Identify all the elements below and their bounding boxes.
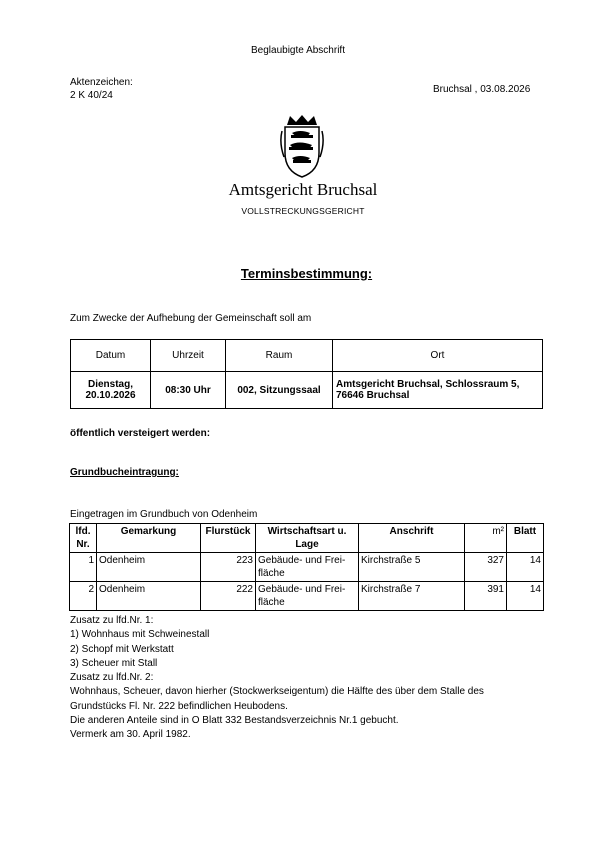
appointment-time: 08:30 Uhr: [151, 372, 226, 409]
note-line: Zusatz zu lfd.Nr. 1:: [70, 615, 154, 626]
note-line: Zusatz zu lfd.Nr. 2:: [70, 672, 154, 684]
document-title: Terminsbestimmung:: [240, 266, 373, 281]
file-number: 2 K 40/24: [70, 90, 113, 101]
court-department: VOLLSTRECKUNGSGERICHT: [241, 206, 365, 216]
appointment-room: 002, Sitzungssaal: [226, 372, 333, 409]
intro-text: Zum Zwecke der Aufhebung der Gemeinschaft soll am: [70, 313, 312, 324]
appointment-table: [70, 339, 543, 409]
header-nr: lfd. Nr.: [70, 524, 97, 553]
note-line: 2) Schopf mit Werkstatt: [70, 643, 174, 655]
header-anschrift: Anschrift: [359, 524, 465, 553]
header-wirtschaftsart: Wirtschaftsart u. Lage: [256, 524, 359, 553]
appointment-date: Dienstag, 20.10.2026: [71, 372, 151, 409]
header-time: Uhrzeit: [151, 340, 226, 372]
table-row: 2 Odenheim 222 Gebäude- und Frei- fläche Kirchstraße 7 391 14: [70, 582, 544, 611]
table-row: 1 Odenheim 223 Gebäude- und Frei- fläche Kirchstraße 5 327 14: [70, 553, 544, 582]
header-m2: m²: [465, 524, 507, 553]
note-line: Die anderen Anteile sind in O Blatt 332 Bestandsverzeichnis Nr.1 gebucht.: [70, 715, 399, 727]
auction-text: öffentlich versteigert werden:: [70, 428, 211, 439]
note-line: Wohnhaus, Scheuer, davon hierher (Stockwerkseigentum) die Hälfte des über dem Stalle des: [70, 686, 484, 698]
coat-of-arms-icon: [279, 113, 325, 179]
section-title: Grundbucheintragung:: [70, 467, 179, 478]
place-date: Bruchsal , 03.08.2026: [433, 84, 531, 95]
header-place: Ort: [333, 340, 543, 372]
appointment-place: Amtsgericht Bruchsal, Schlossraum 5, 76646 Bruchsal: [333, 372, 543, 409]
header-gemarkung: Gemarkung: [97, 524, 201, 553]
note-line: 1) Wohnhaus mit Schweinestall: [70, 629, 210, 641]
notes: [70, 614, 484, 743]
header-blatt: Blatt: [507, 524, 544, 553]
header-room: Raum: [226, 340, 333, 372]
note-line: Vermerk am 30. April 1982.: [70, 729, 191, 741]
header-date: Datum: [71, 340, 151, 372]
note-line: 3) Scheuer mit Stall: [70, 657, 158, 669]
doc-label: Beglaubigte Abschrift: [251, 45, 345, 56]
note-line: Grundstücks Fl. Nr. 222 befindlichen Heubodens.: [70, 700, 288, 712]
register-intro: Eingetragen im Grundbuch von Odenheim: [70, 509, 258, 520]
header-flurstueck: Flurstück: [201, 524, 256, 553]
court-name: Amtsgericht Bruchsal: [228, 180, 378, 199]
file-label: Aktenzeichen:: [70, 77, 133, 88]
register-table: [69, 523, 544, 611]
